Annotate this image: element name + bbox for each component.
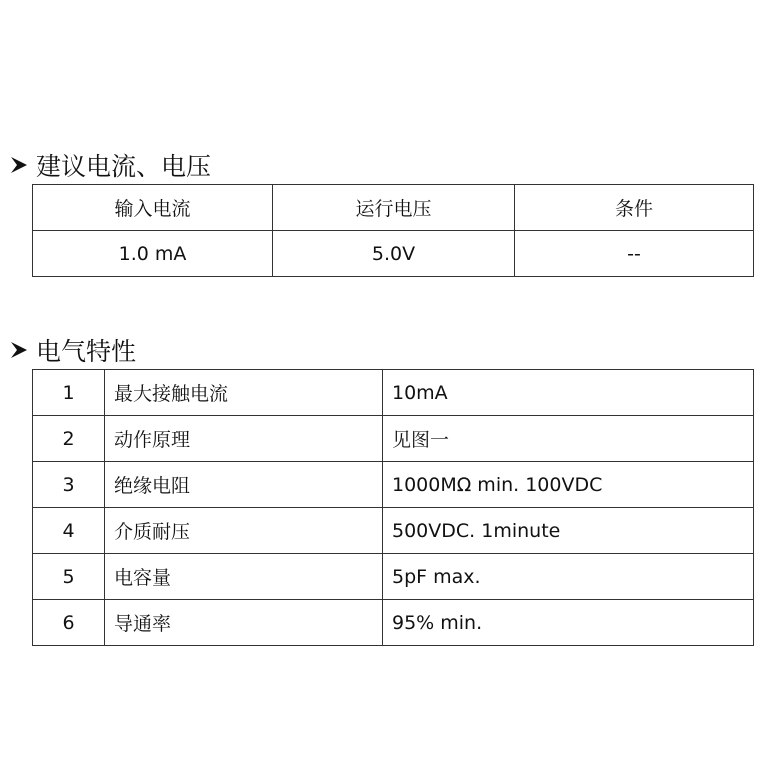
row-value: 5pF max. [383,554,754,600]
table-row [33,462,754,508]
arrow-right-icon [8,339,30,361]
row-item: 电容量 [105,554,383,600]
row-number: 2 [33,416,105,462]
row-value: 95% min. [383,600,754,646]
row-value: 500VDC. 1minute [383,508,754,554]
row-number: 4 [33,508,105,554]
row-number: 3 [33,462,105,508]
table-row [33,600,754,646]
header-cell: 输入电流 [33,185,273,231]
row-item: 最大接触电流 [105,370,383,416]
row-item: 导通率 [105,600,383,646]
row-number: 1 [33,370,105,416]
electrical-characteristics-table [32,369,754,646]
row-item: 动作原理 [105,416,383,462]
table-cell: 1.0 mA [33,231,273,277]
section-heading-recommended [8,148,211,182]
table-cell: -- [515,231,754,277]
row-item: 绝缘电阻 [105,462,383,508]
header-cell: 运行电压 [273,185,515,231]
row-value: 1000MΩ min. 100VDC [383,462,754,508]
table-header-row [33,185,754,231]
table-row [33,231,754,277]
table-row [33,508,754,554]
arrow-right-icon [8,154,30,176]
section-title: 电气特性 [36,337,137,366]
table-row [33,370,754,416]
row-number: 5 [33,554,105,600]
section-heading-electrical [8,333,136,367]
row-number: 6 [33,600,105,646]
table-cell: 5.0V [273,231,515,277]
header-cell: 条件 [515,185,754,231]
recommended-current-voltage-table [32,184,754,277]
row-item: 介质耐压 [105,508,383,554]
row-value: 见图一 [383,416,754,462]
table-row [33,554,754,600]
section-title: 建议电流、电压 [36,152,212,181]
row-value: 10mA [383,370,754,416]
table-row [33,416,754,462]
